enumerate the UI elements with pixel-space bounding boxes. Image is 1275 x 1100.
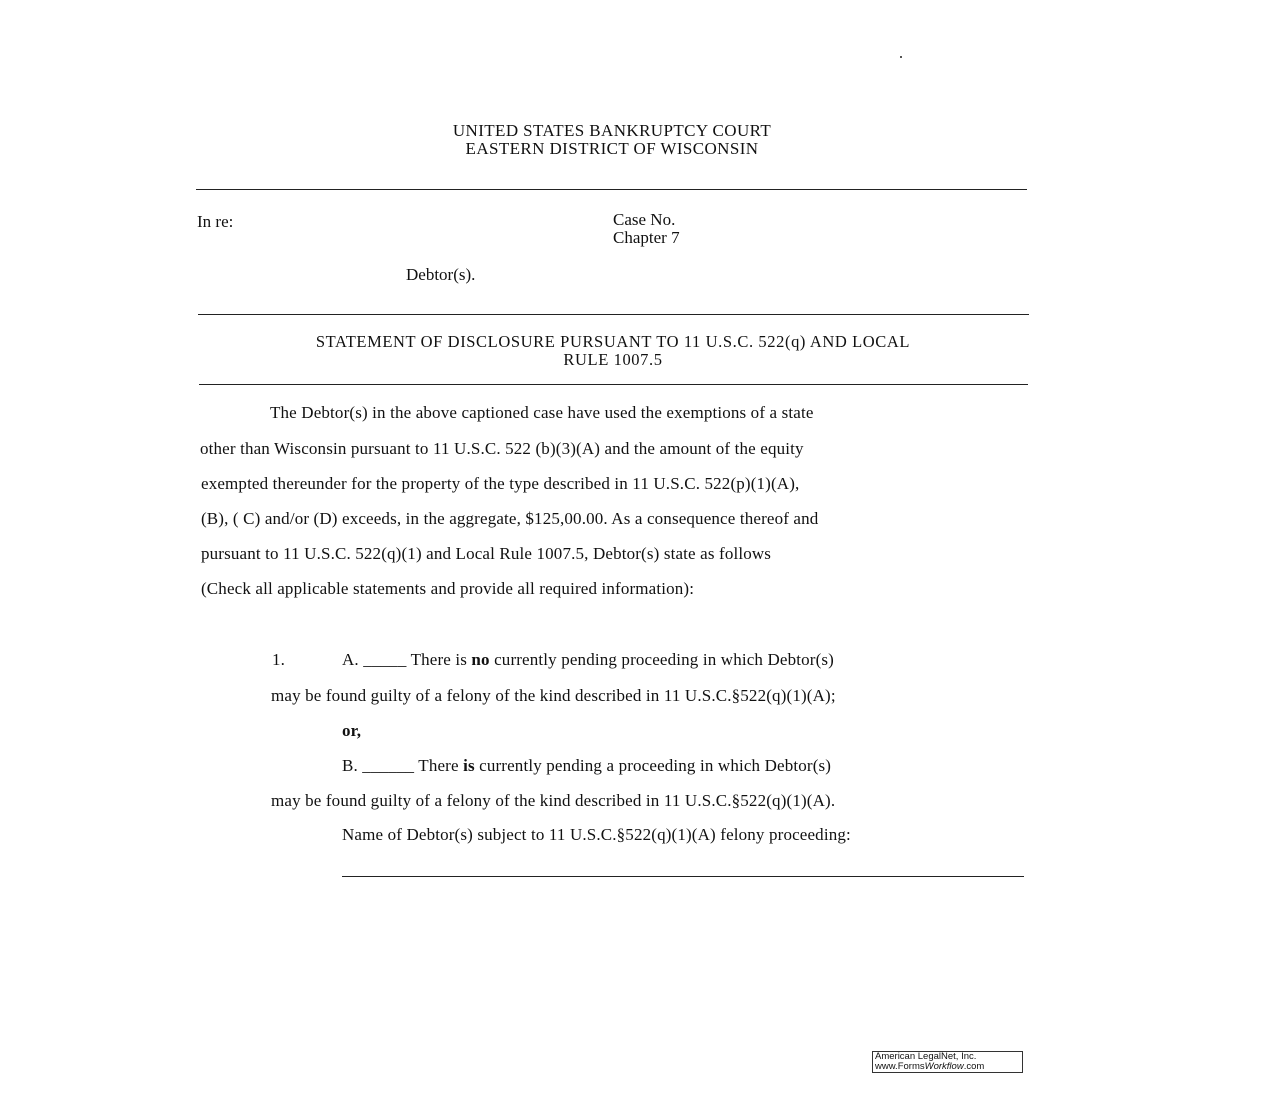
intro-line-6: (Check all applicable statements and provide all required information): — [201, 579, 695, 598]
chapter-label: Chapter 7 — [613, 228, 680, 247]
court-district: EASTERN DISTRICT OF WISCONSIN — [465, 139, 759, 158]
scan-speck — [900, 56, 902, 58]
intro-line-2: other than Wisconsin pursuant to 11 U.S.C. 522 (b)(3)(A) and the amount of the equity — [200, 439, 804, 458]
intro-line-5: pursuant to 11 U.S.C. 522(q)(1) and Local Rule 1007.5, Debtor(s) state as follows — [201, 544, 772, 563]
option-a-line-2: may be found guilty of a felony of the kind described in 11 U.S.C.§522(q)(1)(A); — [271, 686, 836, 705]
option-b-text-bold: is — [463, 756, 475, 775]
option-b-line-2: may be found guilty of a felony of the kind described in 11 U.S.C.§522(q)(1)(A). — [271, 791, 836, 810]
footer-url — [875, 1062, 1020, 1072]
option-a — [342, 650, 834, 670]
or-separator — [342, 721, 361, 741]
divider-caption — [198, 314, 1029, 315]
option-a-label: A. — [342, 650, 359, 669]
option-b-label: B. — [342, 756, 358, 775]
footer-url-italic: Workflow — [924, 1061, 964, 1072]
option-a-text-pre: There is — [410, 650, 468, 669]
option-b-checkbox-blank[interactable]: ______ — [362, 756, 415, 775]
name-prompt: Name of Debtor(s) subject to 11 U.S.C.§522(q)(1)(A) felony proceeding: — [342, 825, 851, 844]
intro-line-3: exempted thereunder for the property of the type described in 11 U.S.C. 522(p)(1)(A), — [201, 474, 800, 493]
item-number: 1. — [272, 650, 286, 669]
court-name: UNITED STATES BANKRUPTCY COURT — [452, 121, 772, 140]
statement-title — [200, 333, 1026, 369]
name-signature-line[interactable] — [342, 876, 1024, 877]
in-re-label: In re: — [197, 212, 234, 231]
intro-line-1: The Debtor(s) in the above captioned case have used the exemptions of a state — [270, 403, 814, 422]
title-line-1: STATEMENT OF DISCLOSURE PURSUANT TO 11 U.S.C. 522(q) AND LOCAL — [315, 332, 911, 351]
divider-title — [199, 384, 1028, 385]
option-a-text-post: currently pending proceeding in which Debtor(s) — [494, 650, 834, 669]
case-no-label: Case No. — [613, 210, 676, 229]
intro-line-4: (B), ( C) and/or (D) exceeds, in the aggregate, $125,00.00. As a consequence thereof and — [201, 509, 819, 528]
footer-badge — [872, 1051, 1023, 1073]
option-b — [342, 756, 831, 776]
footer-url-pre: www.Forms — [875, 1061, 925, 1072]
option-b-text-pre: There — [418, 756, 459, 775]
divider-top — [196, 189, 1027, 190]
or-text: or, — [342, 721, 362, 740]
footer-company: American LegalNet, Inc. — [875, 1051, 977, 1062]
option-a-text-bold: no — [471, 650, 490, 669]
option-b-text-post: currently pending a proceeding in which Debtor(s) — [479, 756, 832, 775]
debtor-label: Debtor(s). — [406, 265, 476, 284]
title-line-2: RULE 1007.5 — [563, 350, 663, 369]
option-a-checkbox-blank[interactable]: _____ — [363, 650, 407, 669]
footer-url-post: .com — [963, 1061, 985, 1072]
